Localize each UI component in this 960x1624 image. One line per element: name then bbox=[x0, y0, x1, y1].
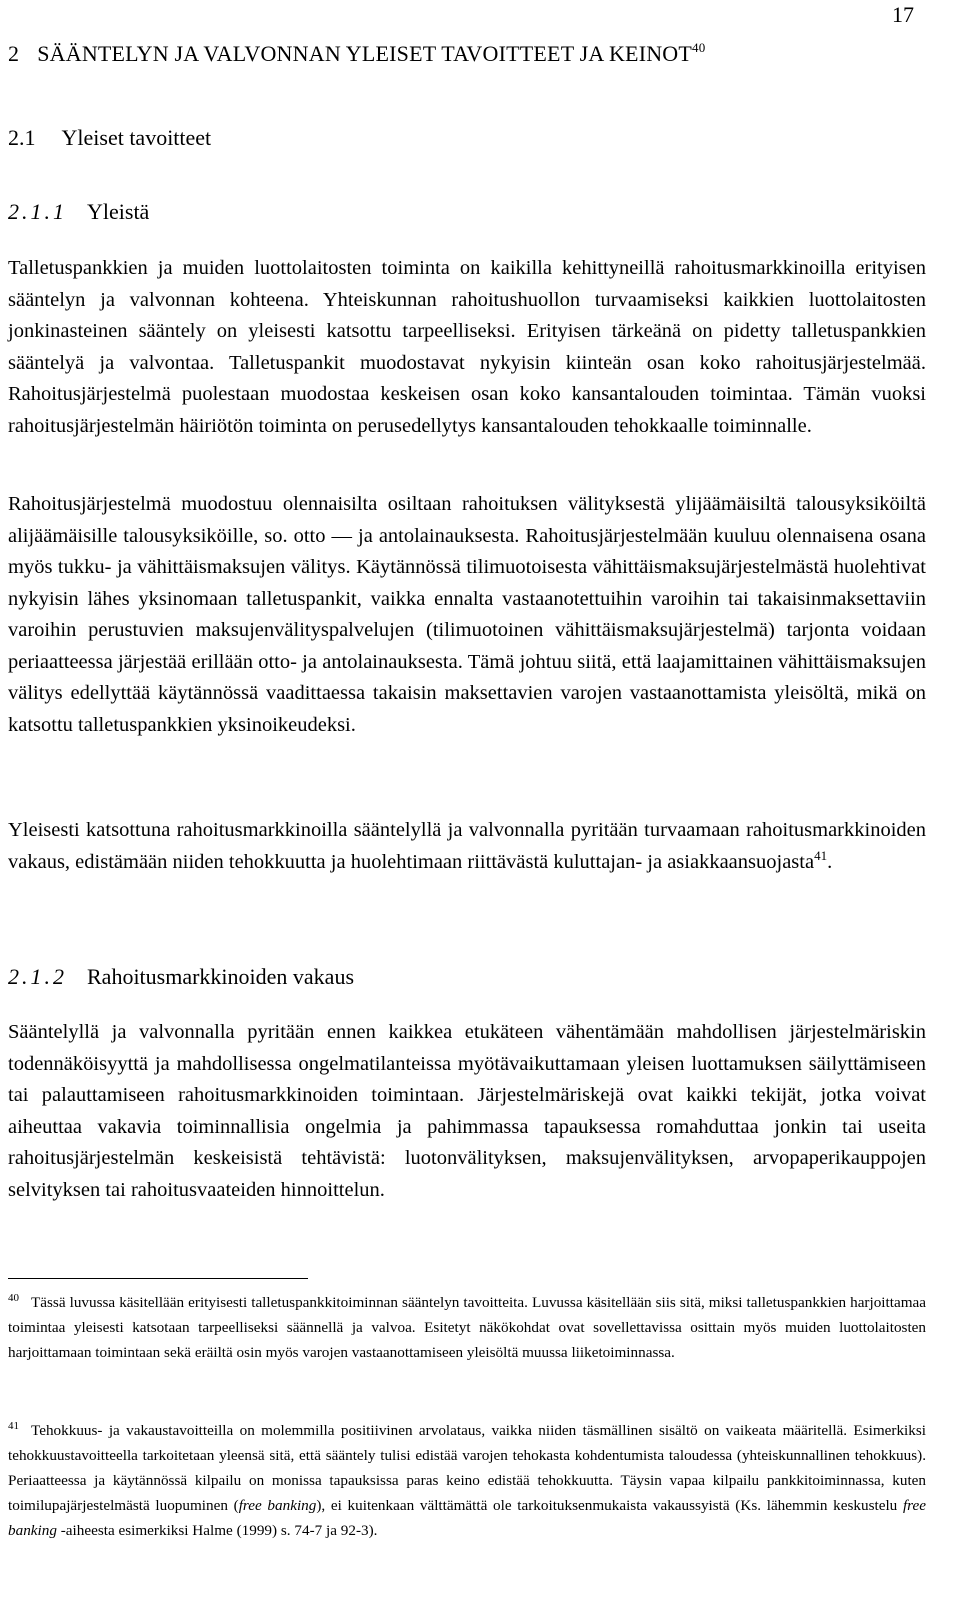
paragraph-3-end: . bbox=[827, 850, 833, 873]
paragraph-3-text: Yleisesti katsottuna rahoitusmarkkinoilla sääntelyllä ja valvonnalla pyritään turvaamaan rahoitusmarkkinoiden vakaus, edistämään niiden tehokkuutta ja huolehtimaan riittävästä kuluttajan- ja asiakkaansuojasta bbox=[8, 819, 926, 873]
subsection-heading-yleista bbox=[8, 199, 149, 225]
subsection-number: 2.1.2 bbox=[8, 964, 67, 989]
footnote-mark-41: 41 bbox=[8, 1419, 19, 1432]
footnote-41-text-a: Tehokkuus- ja vakaustavoitteilla on molemmilla positiivinen arvolataus, vaikka niiden täsmällinen sisältö on vaikeata määritellä. Esimerkiksi tehokkuustavoitteella tarkoitetaan yleensä sitä, että sääntely tulisi edistää varojen tehokasta kohdentumista taloudessa (yhteiskunnallinen tehokkuus). Periaatteessa ja käytännössä kilpailu on monissa tapauksissa paras keino edistää tehokkuutta. Täysin vapaa kilpailu pankkitoiminnassa, kuten toimilupajärjestelmästä luopuminen ( bbox=[8, 1422, 926, 1514]
footnote-41-text-c: -aiheesta esimerkiksi Halme (1999) s. 74-7 ja 92-3). bbox=[56, 1522, 378, 1539]
section-title: Yleiset tavoitteet bbox=[61, 125, 212, 150]
footnote-ref-41[interactable]: 41 bbox=[814, 847, 828, 863]
paragraph-2: Rahoitusjärjestelmä muodostuu olennaisilta osiltaan rahoituksen välityksestä ylijäämäisiltä talousyksiköiltä alijäämäisille talousyksiköille, so. otto — ja antolainauksesta. Rahoitusjärjestelmään kuuluu olennaisena osana myös tukku- ja vähittäismaksujen välitys. Käytännössä tilimuotoisesta vähittäismaksujärjestelmästä huolehtivat nykyisin lähes yksinomaan talletuspankit, vaikka ennalta vastaanotettuihin varoihin tai takaisinmaksettaviin varoihin perustuvien maksujenvälityspalvelujen (tilimuotoinen vähittäismaksujärjestelmä) tarjonta voidaan periaatteessa järjestää erillään otto- ja antolainauksesta. Tämä johtuu siitä, että laajamittainen vähittäismaksujen välitys edellyttää käytännössä vaadittaessa takaisin maksettavien varojen vastaanottamista yleisöltä, mikä on katsottu talletuspankkien yksinoikeudeksi. bbox=[8, 493, 926, 736]
footnote-mark-40: 40 bbox=[8, 1291, 19, 1304]
paragraph-4: Sääntelyllä ja valvonnalla pyritään ennen kaikkea etukäteen vähentämään mahdollisen järjestelmäriskin todennäköisyyttä ja mahdollisessa ongelmatilanteissa myötävaikuttamaan yleisen luottamuksen säilyttämiseen tai palauttamiseen rahoitusmarkkinoiden toimintaan. Järjestelmäriskejä ovat kaikki tekijät, jotka voivat aiheuttaa vakavia toiminnallisia ongelmia ja pahimmassa tapauksessa romahduttaa jonkin tai useita rahoitusjärjestelmän keskeisistä tehtävistä: luotonvälityksen, maksujenvälityksen, arvopaperikauppojen selvityksen tai rahoitusvaateiden hinnoittelun. bbox=[8, 1021, 926, 1201]
footnote-41-term-2: free banking bbox=[8, 1497, 927, 1539]
footnote-divider bbox=[8, 1278, 308, 1279]
paragraph-3 bbox=[8, 815, 926, 878]
footnote-40 bbox=[8, 1290, 926, 1365]
footnote-41-text-b: ), ei kuitenkaan välttämättä ole tarkoituksenmukaista vakaussyistä (Ks. lähemmin keskustelu bbox=[316, 1497, 903, 1514]
subsection-title: Rahoitusmarkkinoiden vakaus bbox=[87, 964, 355, 989]
footnote-41-term-1: free banking bbox=[238, 1497, 317, 1514]
footnote-41 bbox=[8, 1418, 926, 1543]
section-number: 2.1 bbox=[8, 125, 36, 150]
paragraph-1: Talletuspankkien ja muiden luottolaitosten toiminta on kaikilla kehittyneillä rahoitusmarkkinoilla erityisen sääntelyn ja valvonnan kohteena. Yhteiskunnan rahoitushuollon turvaamiseksi kaikkien luottolaitosten jonkinasteinen sääntely on yleisesti katsottu tarpeelliseksi. Erityisen tärkeänä on pidetty talletuspankkien sääntelyä ja valvontaa. Talletuspankit muodostavat nykyisin kiinteän osan koko rahoitusjärjestelmää. Rahoitusjärjestelmä puolestaan muodostaa keskeisen osan koko kansantalouden toimintaa. Tämän vuoksi rahoitusjärjestelmän häiriötön toiminta on perusedellytys kansantalouden tehokkaalle toiminnalle. bbox=[8, 257, 926, 437]
footnote-40-text: Tässä luvussa käsitellään erityisesti talletuspankkitoiminnan sääntelyn tavoitteita. Luvussa käsitellään siis sitä, miksi talletuspankkien harjoittamaa toimintaa yleisesti katsotaan tarpeelliseksi säännellä ja valvoa. Esitetyt näkökohdat ovat sovellettavissa osittain myös muiden luottolaitosten harjoittamaan toimintaan sekä eräiltä osin myös varojen vastaanottamiseen yleisöltä muussa liiketoiminnassa. bbox=[8, 1294, 926, 1361]
subsection-title: Yleistä bbox=[87, 199, 150, 224]
subsection-number: 2.1.1 bbox=[8, 199, 67, 224]
chapter-title: SÄÄNTELYN JA VALVONNAN YLEISET TAVOITTEET JA KEINOT bbox=[37, 41, 693, 66]
chapter-number: 2 bbox=[8, 41, 20, 66]
subsection-heading-vakaus bbox=[8, 964, 354, 990]
section-heading bbox=[8, 125, 211, 151]
footnote-ref-40[interactable]: 40 bbox=[692, 40, 706, 55]
page-number: 17 bbox=[892, 2, 914, 27]
chapter-heading bbox=[8, 40, 705, 67]
